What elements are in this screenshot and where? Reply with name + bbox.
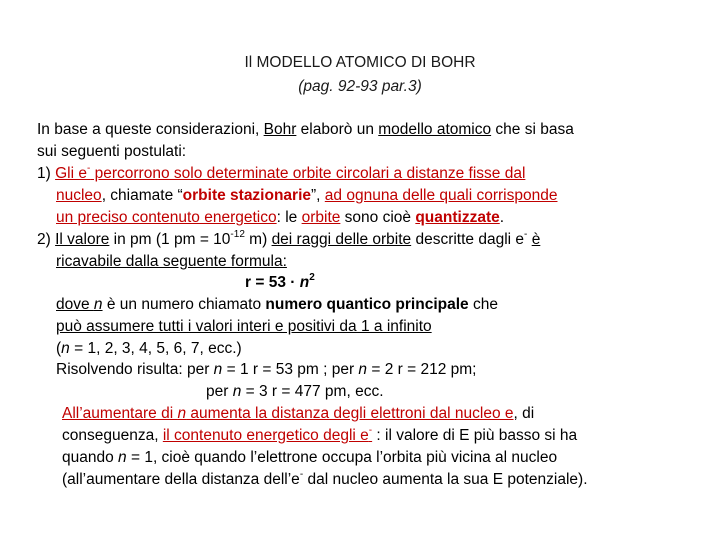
text: conseguenza, xyxy=(62,427,163,444)
exponent: -12 xyxy=(230,228,245,240)
orbits-text: orbite xyxy=(301,209,341,226)
text: = 1, 2, 3, 4, 5, 6, 7, ecc.) xyxy=(69,340,242,357)
text: dei raggi delle orbite xyxy=(271,231,412,248)
intro-line-2 xyxy=(37,141,186,163)
exponent: - xyxy=(299,468,304,480)
solve-line-2 xyxy=(206,381,384,403)
page-subtitle xyxy=(0,76,720,98)
conclusion-line-2 xyxy=(62,425,577,447)
text: ”, xyxy=(311,187,325,204)
text: = 2 r = 212 pm; xyxy=(367,361,477,378)
energy-text: il contenuto energetico degli e- xyxy=(162,424,373,444)
text: è xyxy=(531,231,541,248)
text: quando xyxy=(62,449,119,466)
text: per xyxy=(206,383,233,400)
model-text: modello atomico xyxy=(378,121,492,138)
postulate-1-line-3 xyxy=(56,207,504,229)
text: m) xyxy=(244,231,272,248)
text: Risolvendo risulta: per xyxy=(56,361,214,378)
text: che xyxy=(468,296,498,313)
postulate-number: 2) xyxy=(37,231,56,248)
text: Il valore xyxy=(55,231,110,248)
exponent: 2 xyxy=(309,271,315,283)
nucleus-text: nucleo xyxy=(56,187,102,204)
conclusion-line-4 xyxy=(62,469,588,491)
energy-content-text: un preciso contenuto energetico xyxy=(56,209,277,226)
text: n xyxy=(358,361,368,378)
conclusion-line-3 xyxy=(62,447,557,469)
text: dove n xyxy=(56,296,103,313)
text: n xyxy=(118,449,127,466)
page-title xyxy=(0,52,720,74)
text: può assumere tutti i valori interi e positivi da 1 a infinito xyxy=(56,318,432,335)
text: : il valore di E più basso si ha xyxy=(372,427,578,444)
postulate-1-line-1 xyxy=(37,163,525,185)
text: dal nucleo aumenta la sua E potenziale). xyxy=(303,471,588,488)
quantized-text: quantizzate xyxy=(415,209,500,226)
text: sui seguenti postulati: xyxy=(37,143,187,160)
postulate-2-line-2 xyxy=(56,251,287,273)
postulate-1-line-2 xyxy=(56,185,557,207)
intro-line-1 xyxy=(37,119,574,141)
electron-text: Gli e- percorrono solo determinate orbite circolari a distanze fisse dal xyxy=(55,162,526,182)
text: r = 53 · xyxy=(245,274,300,291)
exponent: - xyxy=(524,228,528,240)
postulate-2-line-1 xyxy=(37,229,540,251)
text: : le xyxy=(276,209,302,226)
text: ( xyxy=(56,340,62,357)
text: , chiamate “ xyxy=(101,187,183,204)
text: n xyxy=(232,383,242,400)
text: All’aumentare di n aumenta la distanza degli elettroni dal nucleo e xyxy=(62,405,514,422)
text: , di xyxy=(513,405,535,422)
text: ricavabile dalla seguente formula: xyxy=(56,253,287,270)
text: elaborò un xyxy=(296,121,379,138)
text: in pm (1 pm = 10 xyxy=(109,231,231,248)
conclusion-line-1 xyxy=(62,403,534,425)
text: = 3 r = 477 pm, ecc. xyxy=(241,383,384,400)
stationary-orbits-text: orbite stazionarie xyxy=(182,187,312,204)
bohr-formula xyxy=(245,272,315,294)
subtitle-text: (pag. 92-93 par.3) xyxy=(298,78,422,95)
text: che si basa xyxy=(491,121,574,138)
where-line-2 xyxy=(56,316,432,338)
where-line-1 xyxy=(56,294,498,316)
title-text: Il MODELLO ATOMICO DI BOHR xyxy=(244,54,476,71)
text: (all’aumentare della distanza dell’e xyxy=(62,471,300,488)
text: = 1, cioè quando l’elettrone occupa l’orbita più vicina al nucleo xyxy=(126,449,558,466)
text: = 1 r = 53 pm ; per xyxy=(222,361,359,378)
text: n xyxy=(61,340,70,357)
text: è un numero chiamato xyxy=(102,296,266,313)
postulate-number: 1) xyxy=(37,165,56,182)
text: ad ognuna delle quali corrisponde xyxy=(324,187,558,204)
text: n xyxy=(299,274,310,291)
text: In base a queste considerazioni, xyxy=(37,121,264,138)
values-line xyxy=(56,338,242,360)
principal-quantum-number-text: numero quantico principale xyxy=(265,296,469,313)
text: descritte dagli e xyxy=(411,231,525,248)
text: sono cioè xyxy=(340,209,416,226)
bohr-text: Bohr xyxy=(263,121,297,138)
solve-line-1 xyxy=(56,359,476,381)
text: n xyxy=(213,361,223,378)
text: . xyxy=(499,209,505,226)
